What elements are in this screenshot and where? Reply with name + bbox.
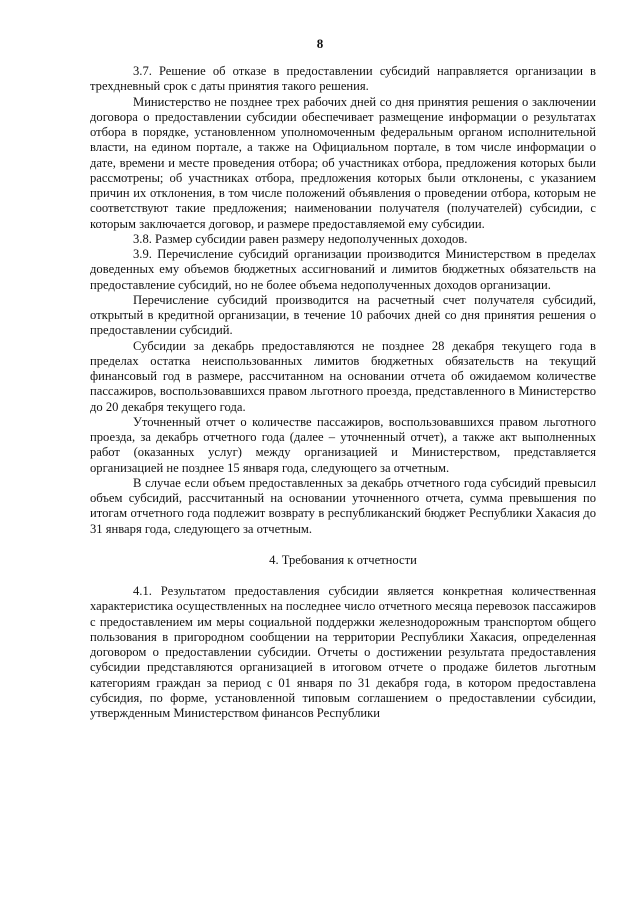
paragraph-3-7-publication: Министерство не позднее трех рабочих дней со дня принятия решения о заключении договора о предоставлении субсидии обеспечивает размещение информации о результатах отбора в порядке, установленном уполномоченным федеральным органом исполнительной власти, на едином портале, а также на Официальном портале, в том числе информации о дате, времени и месте проведения отбора; об участниках отбора, предложения которых были рассмотрены; об участниках отбора, предложения которых были отклонены, с указанием причин их отклонения, в том числе положений объявления о проведении отбора, которым не соответствуют такие предложения; наименовании получателя (получателей) субсидии, с которым заключается договор, и размере предоставляемой ему субсидии. [90, 94, 596, 231]
paragraph-3-8: 3.8. Размер субсидии равен размеру недополученных доходов. [133, 231, 468, 246]
paragraph-3-9-refund: В случае если объем предоставленных за декабрь отчетного года субсидий превысил объем субсидий, рассчитанный на основании уточненного отчета, сумма превышения по итогам отчетного года подлежит возврату в республиканский бюджет Республики Хакасия до 31 января года, следующего за отчетным. [90, 475, 596, 536]
paragraph-3-7: 3.7. Решение об отказе в предоставлении субсидий направляется организации в трехдневный срок с даты принятия такого решения. [90, 64, 596, 94]
paragraph-3-9-december: Субсидии за декабрь предоставляются не позднее 28 декабря текущего года в пределах остатка неиспользованных лимитов бюджетных обязательств на текущий финансовый год в размере, рассчитанном на основании отчета об ожидаемом количестве пассажиров, воспользовавшихся правом льготного проезда, представленного в Министерство до 20 декабря текущего года. [90, 338, 596, 414]
paragraph-3-9-refined-report: Уточненный отчет о количестве пассажиров, воспользовавшихся правом льготного проезда, за декабрь отчетного года (далее – уточненный отчет), а также акт выполненных работ (оказанных услуг) между организацией и Министерством, представляется организацией не позднее 15 января года, следующего за отчетным. [90, 414, 596, 475]
page-number: 8 [316, 36, 324, 51]
section-4-heading: 4. Требования к отчетности [269, 552, 417, 567]
paragraph-3-9-transfer: Перечисление субсидий производится на расчетный счет получателя субсидий, открытый в кредитной организации, в течение 10 рабочих дней со дня принятия решения о предоставлении субсидий. [90, 292, 596, 338]
paragraph-3-9: 3.9. Перечисление субсидий организации производится Министерством в пределах доведенных ему объемов бюджетных ассигнований и лимитов бюджетных обязательств на предоставление субсидий, но не более объема недополученных доходов организации. [90, 247, 596, 292]
document-body [90, 64, 596, 721]
paragraph-4-1: 4.1. Результатом предоставления субсидии является конкретная количественная характеристика осуществленных на последнее число отчетного месяца перевозок пассажиров с предоставлением им меры социальной поддержки железнодорожным транспортом общего пользования в пригородном сообщении на территории Республики Хакасия, определенная договором о предоставлении субсидии. Отчеты о достижении результата предоставления субсидии представляются организацией в итоговом отчете о продаже билетов льготным категориям граждан за период с 01 января по 31 декабря года, в котором предоставлена субсидия, по форме, установленной типовым соглашением о предоставлении субсидии, утвержденным Министерством финансов Республики [90, 584, 596, 720]
